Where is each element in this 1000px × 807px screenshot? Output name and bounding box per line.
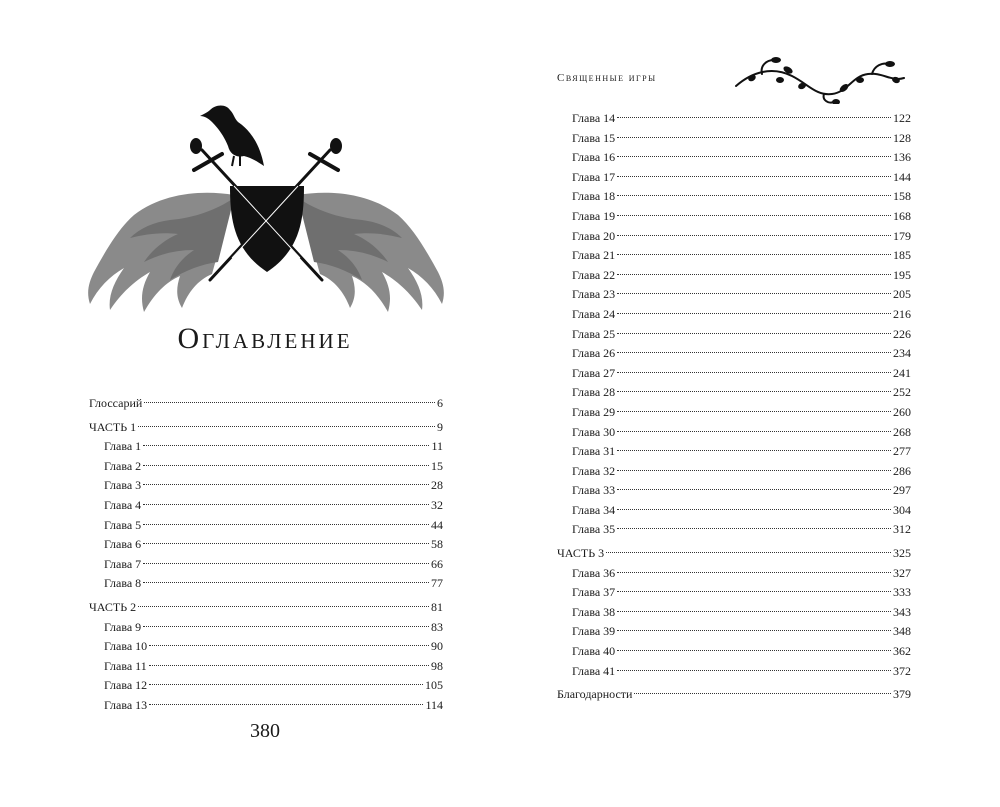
dot-leader: [143, 626, 429, 627]
toc-entry-label: Глава 1: [104, 439, 142, 454]
toc-entry-label: Глава 7: [104, 556, 142, 571]
dot-leader: [617, 117, 891, 118]
toc-entry-label: Благодарности: [557, 687, 633, 702]
dot-leader: [617, 176, 891, 177]
toc-entry-label: Глава 40: [572, 644, 616, 659]
toc-entry-page: 90: [431, 639, 443, 654]
toc-entry: [557, 325, 911, 345]
dot-leader: [617, 137, 891, 138]
toc-entry-label: Глава 19: [572, 208, 616, 223]
dot-leader: [617, 352, 891, 353]
toc-entry: [89, 476, 443, 496]
dot-leader: [617, 372, 891, 373]
toc-entry-page: 122: [893, 111, 911, 125]
dot-leader: [138, 606, 429, 607]
toc-entry-page: 98: [431, 658, 443, 673]
toc-entry-page: 179: [893, 228, 911, 243]
toc-entry: [557, 266, 911, 286]
toc-entry-label: Глава 8: [104, 576, 142, 591]
toc-entry-page: 327: [893, 565, 911, 580]
toc-entry: [89, 618, 443, 638]
toc-entry: [557, 285, 911, 305]
toc-entry-page: 58: [431, 537, 443, 552]
dot-leader: [617, 611, 891, 612]
toc-entry-label: Глава 21: [572, 248, 616, 263]
dot-leader: [617, 274, 891, 275]
toc-entry: [557, 187, 911, 207]
dot-leader: [149, 645, 429, 646]
toc-entry: [89, 657, 443, 677]
toc-entry: [557, 462, 911, 482]
toc-entry: [89, 496, 443, 516]
toc-entry-page: 185: [893, 248, 911, 263]
toc-entry: [557, 642, 911, 662]
toc-entry-label: ЧАСТЬ 1: [89, 419, 137, 434]
toc-entry: [89, 696, 443, 716]
dot-leader: [617, 450, 891, 451]
dot-leader: [617, 431, 891, 432]
toc-entry: [557, 148, 911, 168]
toc-entry-label: Глава 24: [572, 306, 616, 321]
toc-entry: [557, 520, 911, 540]
running-head: Священные игры: [557, 72, 657, 84]
toc-entry-page: 312: [893, 522, 911, 537]
raven-shield-crossed-swords-icon: [84, 100, 448, 318]
dot-leader: [143, 563, 429, 564]
toc-entry-page: 304: [893, 502, 911, 517]
toc-entry-page: 348: [893, 624, 911, 639]
dot-leader: [149, 665, 429, 666]
toc-entry: [557, 481, 911, 501]
toc-entry: [557, 423, 911, 443]
toc-entry-label: Глава 5: [104, 517, 142, 532]
toc-entry-page: 81: [431, 599, 443, 614]
toc-entry-page: 343: [893, 604, 911, 619]
toc-entry-page: 277: [893, 444, 911, 459]
toc-entry: [557, 109, 911, 129]
toc-entry-page: 362: [893, 644, 911, 659]
dot-leader: [617, 630, 891, 631]
toc-entry: [89, 637, 443, 657]
toc-entry-page: 252: [893, 385, 911, 400]
toc-entry-label: Глава 17: [572, 169, 616, 184]
toc-entry-label: Глава 3: [104, 478, 142, 493]
toc-entry: [89, 598, 443, 618]
dot-leader: [143, 445, 429, 446]
toc-entry-page: 144: [893, 169, 911, 184]
dot-leader: [617, 528, 891, 529]
dot-leader: [617, 411, 891, 412]
page-title: Оглавление: [177, 322, 353, 355]
toc-entry-label: Глава 30: [572, 424, 616, 439]
toc-entry: [89, 437, 443, 457]
toc-entry-label: Глава 27: [572, 365, 616, 380]
toc-entry: [557, 685, 911, 705]
toc-entry-page: 205: [893, 287, 911, 302]
dot-leader: [143, 465, 429, 466]
toc-entry-page: 28: [431, 478, 443, 493]
toc-entry-label: Глава 23: [572, 287, 616, 302]
toc-entry-label: Глава 25: [572, 326, 616, 341]
toc-entry-label: Глава 11: [104, 658, 147, 673]
toc-entry-page: 333: [893, 585, 911, 600]
dot-leader: [617, 333, 891, 334]
toc-entry-label: Глава 26: [572, 346, 616, 361]
toc-entry-label: Глава 22: [572, 267, 616, 282]
toc-entry-label: Глава 20: [572, 228, 616, 243]
toc-entry: [89, 676, 443, 696]
toc-entry-label: Глава 13: [104, 697, 148, 712]
toc-entry: [557, 564, 911, 584]
dot-leader: [617, 235, 891, 236]
toc-entry: [89, 418, 443, 438]
toc-entry-page: 226: [893, 326, 911, 341]
dot-leader: [617, 156, 891, 157]
toc-entry-label: Глава 14: [572, 111, 616, 125]
toc-entry-page: 105: [425, 678, 443, 693]
toc-entry: [557, 383, 911, 403]
toc-entry: [557, 603, 911, 623]
dot-leader: [617, 293, 891, 294]
toc-entry: [557, 544, 911, 564]
dot-leader: [617, 489, 891, 490]
toc-entry-label: Глава 28: [572, 385, 616, 400]
toc-entry: [557, 403, 911, 423]
toc-entry-label: Глава 39: [572, 624, 616, 639]
toc-entry-page: 216: [893, 306, 911, 321]
toc-entry: [557, 583, 911, 603]
dot-leader: [143, 582, 429, 583]
toc-entry: [557, 442, 911, 462]
table-of-contents-right: [557, 109, 911, 705]
toc-entry-label: Глава 32: [572, 463, 616, 478]
toc-entry: [557, 207, 911, 227]
toc-entry: [89, 394, 443, 414]
toc-entry: [89, 574, 443, 594]
toc-entry-label: ЧАСТЬ 2: [89, 599, 137, 614]
toc-entry: [557, 344, 911, 364]
toc-entry: [89, 555, 443, 575]
toc-entry: [89, 516, 443, 536]
toc-entry-label: Глава 38: [572, 604, 616, 619]
dot-leader: [617, 254, 891, 255]
toc-entry-page: 260: [893, 404, 911, 419]
toc-entry-page: 195: [893, 267, 911, 282]
table-of-contents-left: [89, 394, 443, 716]
toc-entry-label: Глава 35: [572, 522, 616, 537]
toc-entry-page: 9: [437, 419, 443, 434]
dot-leader: [634, 693, 891, 694]
floral-vine-icon: [732, 52, 912, 104]
toc-entry-page: 158: [893, 189, 911, 204]
dot-leader: [617, 470, 891, 471]
toc-entry-page: 66: [431, 556, 443, 571]
toc-entry: [557, 246, 911, 266]
toc-entry-label: Глава 36: [572, 565, 616, 580]
dot-leader: [143, 524, 429, 525]
toc-entry-page: 325: [893, 546, 911, 561]
toc-entry-page: 128: [893, 130, 911, 145]
toc-entry-label: Глава 31: [572, 444, 616, 459]
toc-entry-page: 379: [893, 687, 911, 702]
dot-leader: [149, 704, 423, 705]
toc-entry-page: 234: [893, 346, 911, 361]
toc-entry-label: Глава 18: [572, 189, 616, 204]
toc-entry-label: Глава 29: [572, 404, 616, 419]
dot-leader: [617, 391, 891, 392]
toc-entry-page: 241: [893, 365, 911, 380]
page-number: 380: [250, 720, 280, 742]
dot-leader: [143, 504, 429, 505]
toc-entry: [557, 305, 911, 325]
dot-leader: [617, 591, 891, 592]
toc-entry-page: 77: [431, 576, 443, 591]
toc-entry-page: 168: [893, 208, 911, 223]
dot-leader: [143, 484, 429, 485]
toc-entry-label: Глава 41: [572, 663, 616, 678]
toc-entry-page: 11: [431, 439, 443, 454]
toc-entry-page: 297: [893, 483, 911, 498]
toc-entry-label: Глава 10: [104, 639, 148, 654]
toc-entry-page: 286: [893, 463, 911, 478]
toc-entry-label: Глава 6: [104, 537, 142, 552]
toc-entry-page: 32: [431, 497, 443, 512]
toc-entry: [557, 622, 911, 642]
dot-leader: [617, 215, 891, 216]
dot-leader: [617, 313, 891, 314]
toc-entry-label: ЧАСТЬ 3: [557, 546, 605, 561]
toc-entry: [557, 662, 911, 682]
toc-entry-label: Глава 4: [104, 497, 142, 512]
toc-entry-label: Глава 15: [572, 130, 616, 145]
toc-entry: [557, 501, 911, 521]
toc-entry-page: 6: [437, 396, 443, 410]
toc-entry-page: 44: [431, 517, 443, 532]
toc-entry-page: 83: [431, 619, 443, 634]
dot-leader: [606, 552, 891, 553]
toc-entry-label: Глава 16: [572, 150, 616, 165]
toc-entry-page: 372: [893, 663, 911, 678]
dot-leader: [617, 572, 891, 573]
toc-entry-label: Глава 34: [572, 502, 616, 517]
toc-entry: [557, 364, 911, 384]
right-page: [500, 0, 1000, 807]
toc-entry: [557, 168, 911, 188]
toc-entry: [89, 535, 443, 555]
toc-entry-label: Глава 37: [572, 585, 616, 600]
toc-entry-page: 136: [893, 150, 911, 165]
toc-entry-label: Глава 9: [104, 619, 142, 634]
dot-leader: [617, 509, 891, 510]
dot-leader: [143, 543, 429, 544]
toc-entry-page: 268: [893, 424, 911, 439]
dot-leader: [144, 402, 435, 403]
toc-entry-label: Глава 2: [104, 458, 142, 473]
toc-entry: [89, 457, 443, 477]
toc-entry-label: Глава 12: [104, 678, 148, 693]
dot-leader: [617, 670, 891, 671]
toc-entry: [557, 129, 911, 149]
toc-entry-label: Глоссарий: [89, 396, 143, 410]
dot-leader: [149, 684, 423, 685]
toc-entry: [557, 227, 911, 247]
dot-leader: [617, 195, 891, 196]
toc-entry-page: 114: [425, 697, 443, 712]
toc-entry-label: Глава 33: [572, 483, 616, 498]
dot-leader: [617, 650, 891, 651]
toc-entry-page: 15: [431, 458, 443, 473]
dot-leader: [138, 426, 435, 427]
